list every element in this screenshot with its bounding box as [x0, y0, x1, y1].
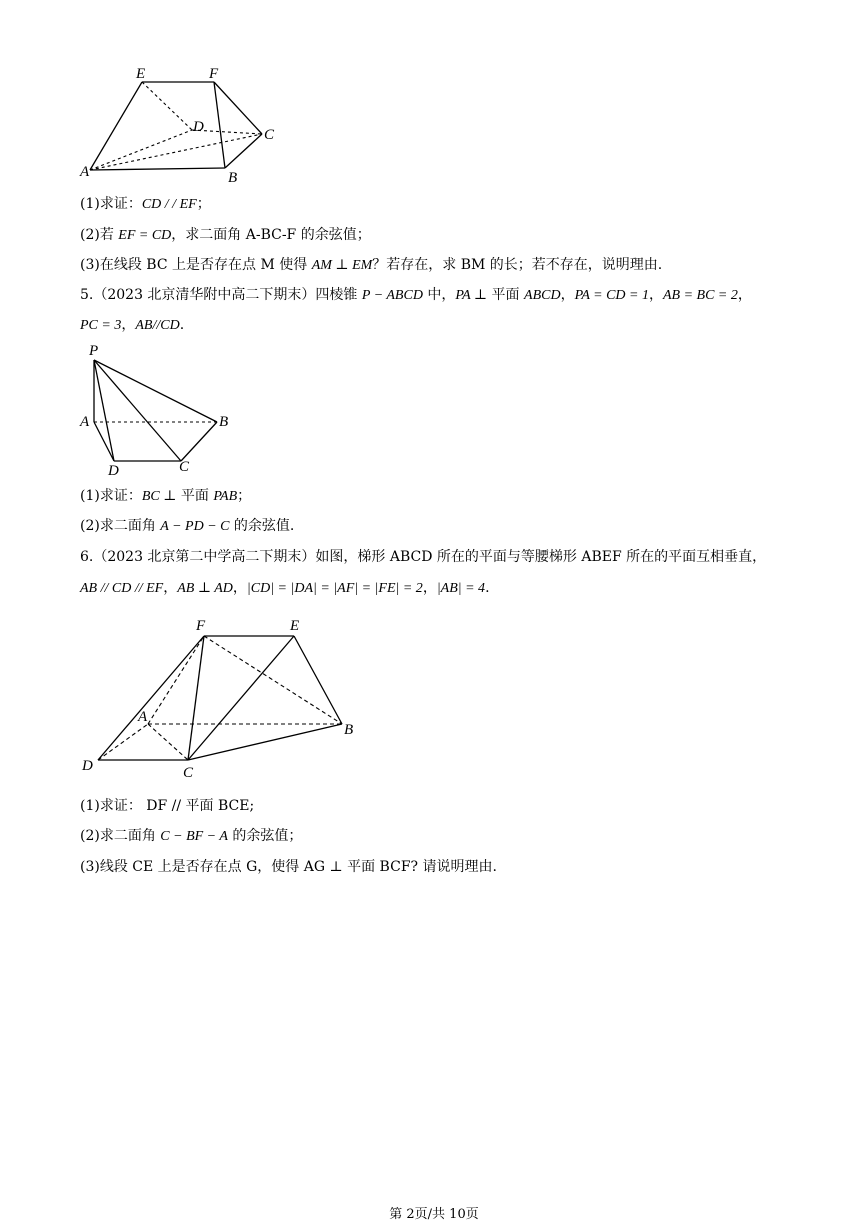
q5-part2-math: A − PD − C — [160, 519, 230, 534]
q6-stem-line1: 6.（2023 北京第二中学高二下期末）如图，梯形 ABCD 所在的平面与等腰梯形 ABEF 所在的平面互相垂直， — [80, 549, 767, 565]
q4-part2-math: EF = CD — [118, 228, 172, 243]
vertex-label-f: F — [209, 66, 219, 82]
q5-math-plane: ABCD — [524, 288, 561, 303]
q6-math-lengths: |CD| = |DA| = |AF| = |FE| = 2 — [246, 581, 423, 596]
vertex-label-d: D — [193, 119, 204, 135]
q6-math-perp: AB ⊥ AD — [177, 581, 233, 596]
q5-part1-math: BC ⊥ — [141, 489, 177, 504]
q6-math-ab: |AB| = 4 — [436, 581, 486, 596]
q6-stem-line2 — [80, 578, 490, 599]
vertex-label-d: D — [108, 463, 119, 479]
vertex-label-p: P — [89, 343, 99, 359]
q5-math-parallel: AB//CD — [135, 318, 180, 333]
figure-trapezoid-solid — [76, 610, 376, 785]
vertex-label-d: D — [82, 758, 93, 774]
q5-part1-text: 平面 — [176, 488, 214, 504]
q6-text: ， — [232, 580, 247, 596]
q5-source: 5.（2023 北京清华附中高二下期末）四棱锥 — [80, 287, 362, 303]
q4-part3 — [80, 255, 662, 276]
q5-text: 中， — [422, 287, 456, 303]
q5-math-lengths1: PA = CD = 1 — [574, 288, 649, 303]
q5-part1-suffix: ； — [237, 488, 252, 504]
vertex-label-c: C — [183, 765, 194, 781]
q6-part2 — [80, 826, 302, 847]
vertex-label-c: C — [264, 127, 275, 143]
q6-part2-suffix: 的余弦值； — [227, 828, 303, 844]
q6-text: ， — [163, 580, 178, 596]
q4-part2 — [80, 225, 371, 246]
q5-math-pa-perp: PA ⊥ — [455, 288, 488, 303]
q4-part2-suffix: ，求二面角 A-BC-F 的余弦值； — [171, 227, 371, 243]
q5-math-lengths2: AB = BC = 2 — [662, 288, 738, 303]
page-footer: 第 2页/共 10页 — [389, 1207, 479, 1222]
vertex-label-b: B — [228, 170, 238, 186]
q6-part2-prefix: (2)求二面角 — [80, 828, 161, 844]
q6-part1: (1)求证： DF // 平面 BCE; — [80, 798, 255, 814]
figure-polyhedron-abcdef — [70, 60, 290, 190]
figure-3-svg — [76, 610, 376, 785]
q5-part1-math2: PAB — [213, 489, 238, 504]
vertex-label-c: C — [179, 459, 190, 475]
q4-part2-prefix: (2)若 — [80, 227, 119, 243]
q4-part1-prefix: (1)求证： — [80, 196, 142, 212]
q4-part1 — [80, 194, 211, 215]
q5-text: . — [179, 317, 185, 333]
q5-text: ， — [560, 287, 575, 303]
q5-part1-prefix: (1)求证： — [80, 488, 142, 504]
q5-part2-prefix: (2)求二面角 — [80, 518, 161, 534]
q5-text: ， — [121, 317, 136, 333]
q5-text: 平面 — [487, 287, 525, 303]
q5-math-pyramid: P − ABCD — [361, 288, 423, 303]
q6-part2-math: C − BF − A — [160, 829, 228, 844]
q4-part3-suffix: ？若存在，求 BM 的长；若不存在，说明理由. — [372, 257, 663, 273]
vertex-label-b: B — [219, 414, 229, 430]
vertex-label-a: A — [80, 414, 90, 430]
q5-part1 — [80, 486, 251, 507]
q5-text: ， — [648, 287, 663, 303]
vertex-label-f: F — [196, 618, 206, 634]
q6-text: ， — [422, 580, 437, 596]
q4-part3-math: AM ⊥ EM — [311, 258, 373, 273]
q5-math-pc: PC = 3 — [80, 318, 122, 333]
vertex-label-a: A — [138, 709, 148, 725]
q5-stem-line2 — [80, 315, 184, 336]
q6-part3: (3)线段 CE 上是否存在点 G，使得 AG ⊥ 平面 BCF? 请说明理由. — [80, 859, 497, 875]
figure-2-svg — [76, 340, 246, 480]
figure-1-svg — [70, 60, 290, 190]
vertex-label-e: E — [136, 66, 146, 82]
q4-part3-prefix: (3)在线段 BC 上是否存在点 M 使得 — [80, 257, 312, 273]
vertex-label-e: E — [290, 618, 300, 634]
q4-part1-suffix: ； — [196, 196, 211, 212]
figure-pyramid-pabcd — [76, 340, 246, 480]
q5-part2-suffix: 的余弦值. — [229, 518, 295, 534]
vertex-label-a: A — [80, 164, 90, 180]
q4-part1-math: CD / / EF — [141, 197, 197, 212]
q5-part2 — [80, 516, 294, 537]
q5-text: ， — [737, 287, 752, 303]
q6-text: . — [485, 580, 490, 596]
q5-stem-line1 — [80, 285, 752, 306]
q6-math-parallel: AB // CD // EF — [80, 581, 164, 596]
vertex-label-b: B — [344, 722, 354, 738]
